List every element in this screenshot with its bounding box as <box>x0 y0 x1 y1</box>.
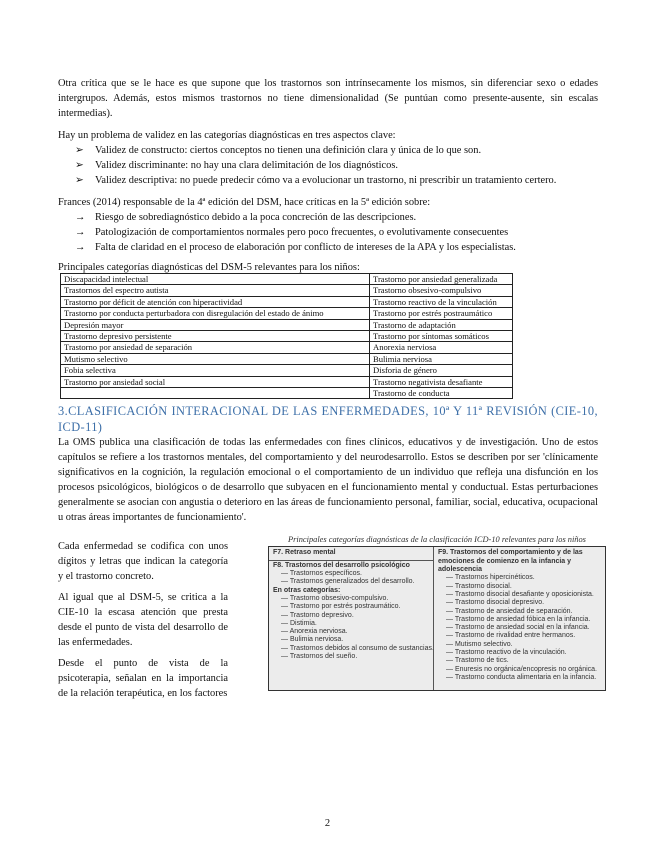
f8-heading: F8. Trastornos del desarrollo psicológico <box>273 561 410 569</box>
figure-box <box>268 546 606 691</box>
table-row <box>61 388 513 399</box>
list-item: ➢ Validez de constructo: ciertos conceptos no tienen una definición clara y única de lo que son. <box>75 145 482 156</box>
table-cell: Mutismo selectivo <box>61 353 370 364</box>
list-item: → Riesgo de sobrediagnóstico debido a la poca concreción de las descripciones. <box>75 212 417 223</box>
other-categories-heading: En otras categorías: <box>273 586 341 594</box>
list-item: — Bulimia nerviosa. <box>273 636 429 644</box>
table-cell: Trastorno depresivo persistente <box>61 331 370 342</box>
table-cell: Trastorno por ansiedad social <box>61 376 370 387</box>
list-item: — Trastorno obsesivo-compulsivo. <box>273 595 429 603</box>
figure-left-column <box>269 547 434 690</box>
table-row <box>61 376 513 387</box>
list-item: — Trastorno depresivo. <box>273 612 429 620</box>
validity-list <box>58 143 598 188</box>
table-cell: Trastorno negativista desafiante <box>370 376 513 387</box>
arrow-bullet-icon: → <box>75 227 86 238</box>
table-row <box>61 274 513 285</box>
icd10-figure <box>268 533 606 691</box>
table-cell: Trastorno obsesivo-compulsivo <box>370 285 513 296</box>
table-row <box>61 353 513 364</box>
left-column <box>58 539 228 707</box>
list-item: — Enuresis no orgánica/encopresis no orgánica. <box>438 666 601 674</box>
table-cell: Trastornos del espectro autista <box>61 285 370 296</box>
arrowhead-bullet-icon: ➢ <box>75 175 84 186</box>
table-cell <box>61 388 370 399</box>
table-row <box>61 365 513 376</box>
arrowhead-bullet-icon: ➢ <box>75 145 84 156</box>
table-cell: Trastorno por estrés postraumático <box>370 308 513 319</box>
table-cell: Trastorno de adaptación <box>370 319 513 330</box>
list-item: → Falta de claridad en el proceso de elaboración por conflicto de intereses de la APA y los especialistas. <box>75 242 516 253</box>
document-page <box>58 76 598 699</box>
list-item: — Trastorno conducta alimentaria en la infancia. <box>438 674 601 682</box>
table-cell: Trastorno por ansiedad generalizada <box>370 274 513 285</box>
list-item: ➢ Validez descriptiva: no puede predecir cómo va a evolucionar un trastorno, ni prescribir un tratamiento certero. <box>75 175 557 186</box>
list-item: — Trastorno de ansiedad de separación. <box>438 608 601 616</box>
list-item: — Trastornos hipercinéticos. <box>438 574 601 582</box>
list-item: — Trastorno de ansiedad social en la infancia. <box>438 624 601 632</box>
list-item: — Trastorno de ansiedad fóbica en la infancia. <box>438 616 601 624</box>
table-row <box>61 342 513 353</box>
page-number: 2 <box>324 818 331 829</box>
table-cell: Bulimia nerviosa <box>370 353 513 364</box>
table-cell: Disforia de género <box>370 365 513 376</box>
list-item: — Anorexia nerviosa. <box>273 628 429 636</box>
table-cell: Trastorno por ansiedad de separación <box>61 342 370 353</box>
table-row <box>61 331 513 342</box>
list-item: — Trastorno de rivalidad entre hermanos. <box>438 632 601 640</box>
table-cell: Trastorno por síntomas somáticos <box>370 331 513 342</box>
arrow-bullet-icon: → <box>75 212 86 223</box>
list-item: — Trastorno de tics. <box>438 657 601 665</box>
list-item: — Trastornos del sueño. <box>273 653 429 661</box>
section-heading: 3.CLASIFICACIÓN INTERACIONAL DE LAS ENFERMEDADES, 10ª Y 11ª REVISIÓN (CIE-10, ICD-11) <box>58 404 598 435</box>
paragraph-cie-critique: Al igual que al DSM-5, se critica a la CIE-10 la escasa atención que presta desde el punto de vista del desarrollo de las enfermedades. <box>58 592 228 649</box>
list-item: — Mutismo selectivo. <box>438 641 601 649</box>
table-cell: Fobia selectiva <box>61 365 370 376</box>
list-item: — Trastorno disocial desafiante y oposicionista. <box>438 591 601 599</box>
list-item: — Distimia. <box>273 620 429 628</box>
list-item: — Trastorno disocial depresivo. <box>438 599 601 607</box>
table-cell: Anorexia nerviosa <box>370 342 513 353</box>
list-item: ➢ Validez discriminante: no hay una clara delimitación de los diagnósticos. <box>75 160 398 171</box>
list-item: — Trastornos generalizados del desarrollo. <box>273 578 429 586</box>
frances-intro: Frances (2014) responsable de la 4ª edición del DSM, hace críticas en la 5ª edición sobre: <box>58 197 431 208</box>
frances-list <box>58 210 598 255</box>
table-cell: Depresión mayor <box>61 319 370 330</box>
table-cell: Trastorno de conducta <box>370 388 513 399</box>
table-row <box>61 308 513 319</box>
two-column-area <box>58 535 598 700</box>
list-item: — Trastornos debidos al consumo de sustancias. <box>273 645 429 653</box>
table-cell: Discapacidad intelectual <box>61 274 370 285</box>
f9-heading: F9. Trastornos del comportamiento y de las emociones de comienzo en la infancia y adolescencia <box>438 549 583 574</box>
paragraph-coding: Cada enfermedad se codifica con unos dígitos y letras que indican la categoría y el trastorno concreto. <box>58 541 228 583</box>
list-item: — Trastorno por estrés postraumático. <box>273 603 429 611</box>
paragraph-oms: La OMS publica una clasificación de todas las enfermedades con fines clínicos, educativos y de investigación. Uno de estos capítulos se refiere a los trastornos mentales, del comportamiento y del neurodesarrollo. Estos se describen por ser 'clínicamente significativos en la cognición, la regulación emocional o el comportamiento de un individuo que refleja una disfunción en los procesos psicológicos, biológicos o de desarrollo que subyacen en el funcionamiento mental y conductual. Estas perturbaciones generalmente se asocian con angustia o deterioro en las áreas de funcionamiento personal, familiar, social, educativa, ocupacional u otras áreas importantes de funcionamiento'. <box>58 437 598 524</box>
figure-right-column <box>434 547 605 690</box>
table-row <box>61 296 513 307</box>
paragraph-critique: Otra crítica que se le hace es que supone que los trastornos son intrínsecamente los mismos, sin diferenciar sexo o edades intergrupos. Además, estos mismos trastornos no tiene dimensionalidad (Se puntúan como presente-ausente, sin escalas intermedias). <box>58 78 598 119</box>
list-item: → Patologización de comportamientos normales pero poco frecuentes, o evolutivamente consecuentes <box>75 227 509 238</box>
validity-intro: Hay un problema de validez en las categorías diagnósticas en tres aspectos clave: <box>58 130 396 141</box>
dsm-table-caption: Principales categorías diagnósticas del DSM-5 relevantes para los niños: <box>58 262 360 273</box>
arrowhead-bullet-icon: ➢ <box>75 160 84 171</box>
table-cell: Trastorno por déficit de atención con hiperactividad <box>61 296 370 307</box>
list-item: — Trastornos específicos. <box>273 570 429 578</box>
table-row <box>61 319 513 330</box>
table-cell: Trastorno reactivo de la vinculación <box>370 296 513 307</box>
table-cell: Trastorno por conducta perturbadora con disregulación del estado de ánimo <box>61 308 370 319</box>
f7-heading: F7. Retraso mental <box>273 549 336 557</box>
list-item: — Trastorno disocial. <box>438 583 601 591</box>
table-row <box>61 285 513 296</box>
figure-title: Principales categorías diagnósticas de la clasificación ICD-10 relevantes para los niños <box>288 535 586 545</box>
arrow-bullet-icon: → <box>75 242 86 253</box>
dsm-table <box>60 273 513 399</box>
paragraph-psychotherapy: Desde el punto de vista de la psicoterapia, señalan en la importancia de la relación terapéutica, en los factores <box>58 658 228 700</box>
list-item: — Trastorno reactivo de la vinculación. <box>438 649 601 657</box>
